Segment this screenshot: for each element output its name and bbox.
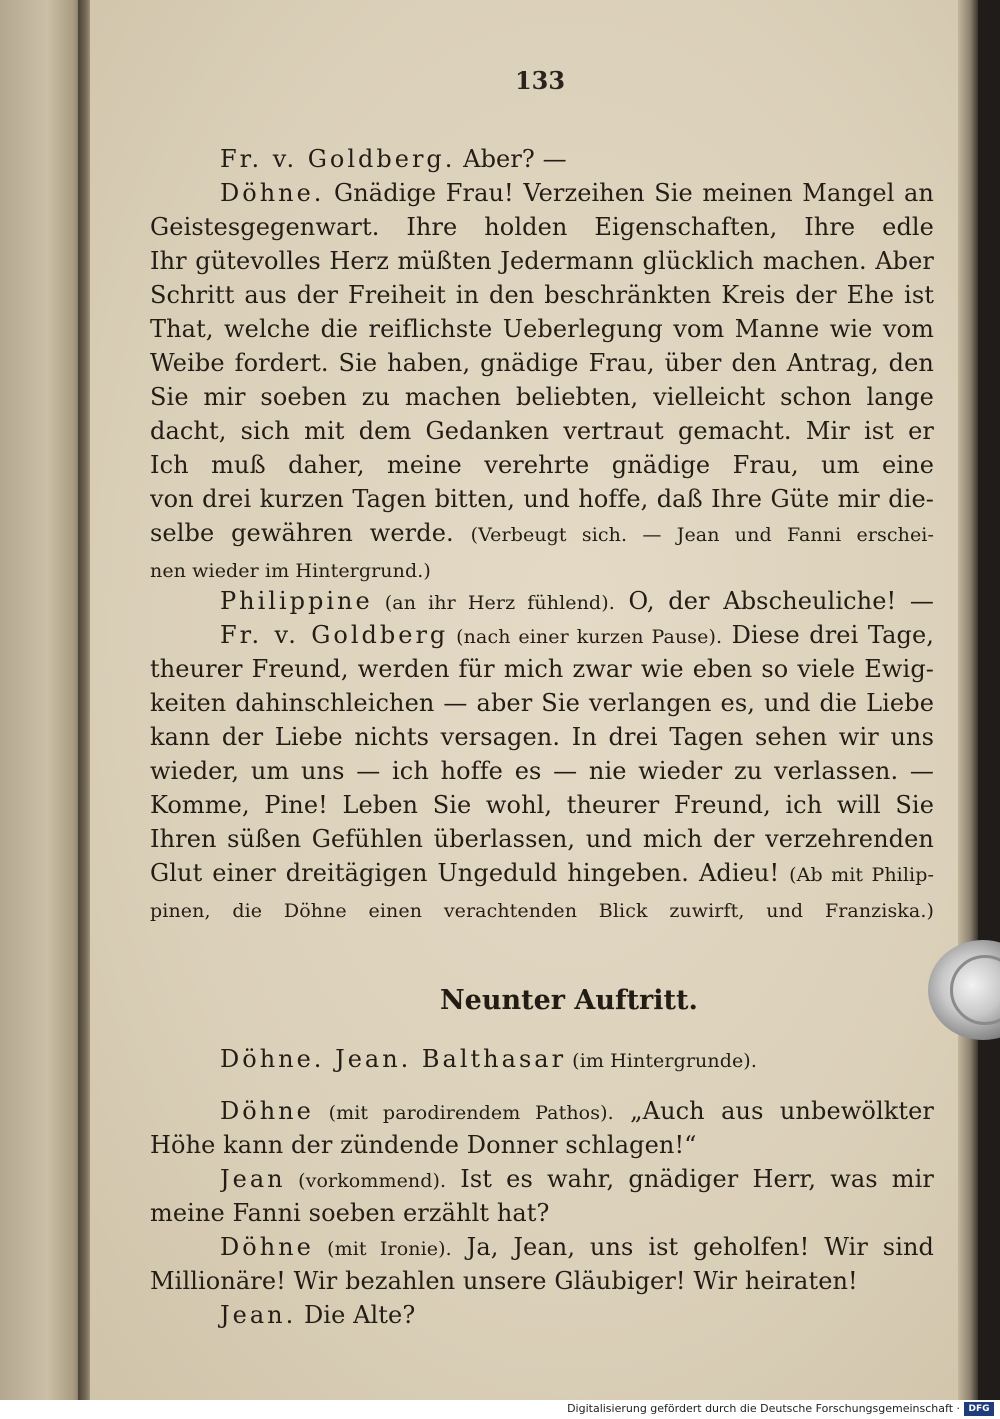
dialogue-text: Diese drei Tage, xyxy=(722,621,934,649)
text-line xyxy=(150,244,934,278)
text-line xyxy=(150,210,934,244)
dialogue-text: Ihren süßen Gefühlen überlassen, und mich der verzehrenden xyxy=(150,825,934,853)
text-line xyxy=(150,448,934,482)
text-line xyxy=(220,584,934,618)
speaker-name: Philippine xyxy=(220,587,373,615)
dialogue-text: That, welche die reiflichste Ueberlegung vom Manne wie vom xyxy=(150,315,934,343)
dialogue-text: von drei kurzen Tagen bitten, und hoffe, daß Ihre Güte mir die- xyxy=(150,485,934,513)
text-line xyxy=(150,516,934,550)
stage-direction: (nach einer kurzen Pause). xyxy=(448,626,723,648)
footer-text: Digitalisierung gefördert durch die Deutsche Forschungsgemeinschaft · xyxy=(567,1402,960,1415)
speaker-name: Döhne. xyxy=(220,179,325,207)
text-line xyxy=(150,652,934,686)
dialogue-text: Ich muß daher, meine verehrte gnädige Frau, um eine xyxy=(150,451,934,479)
text-line xyxy=(150,482,934,516)
text-line xyxy=(150,1264,858,1298)
dialogue-text: keiten dahinschleichen — aber Sie verlangen es, und die Liebe xyxy=(150,689,934,717)
text-line xyxy=(220,618,934,652)
stage-direction: (Verbeugt sich. — Jean und Fanni erschei- xyxy=(470,524,934,546)
stage-direction: pinen, die Döhne einen verachtenden Blick zuwirft, und Franziska.) xyxy=(150,900,934,922)
stage-direction: nen wieder im Hintergrund.) xyxy=(150,560,431,582)
speaker-name: Jean xyxy=(220,1165,286,1193)
footer-bar xyxy=(0,1400,1000,1419)
text-line xyxy=(150,380,934,414)
dialogue-text: Höhe kann der zündende Donner schlagen!“ xyxy=(150,1131,697,1159)
dialogue-text: Ist es wahr, gnädiger Herr, was mir xyxy=(446,1165,934,1193)
stage-direction: (vorkommend). xyxy=(285,1170,447,1192)
text-line xyxy=(220,1094,934,1128)
speaker-name: Fr. v. Goldberg xyxy=(220,621,449,649)
speaker-name: Döhne xyxy=(220,1233,314,1261)
speaker-name: Döhne. Jean. Balthasar xyxy=(220,1045,567,1073)
text-line xyxy=(150,720,934,754)
text-line xyxy=(150,552,431,588)
text-line xyxy=(150,1128,697,1162)
speaker-name: Döhne xyxy=(220,1097,314,1125)
text-line xyxy=(220,1042,757,1078)
text-line xyxy=(150,822,934,856)
dialogue-text: wieder, um uns — ich hoffe es — nie wieder zu verlassen. — xyxy=(150,757,934,785)
text-line xyxy=(150,346,934,380)
scene-heading: Neunter Auftritt. xyxy=(440,985,698,1016)
page-number: 133 xyxy=(514,66,566,95)
dialogue-text: Geistesgegenwart. Ihre holden Eigenschaften, Ihre edle xyxy=(150,213,934,241)
text-line xyxy=(150,892,934,926)
stage-direction: (Ab mit Philip- xyxy=(789,864,934,886)
text-line xyxy=(150,312,934,346)
dialogue-text: Aber? — xyxy=(455,145,567,173)
dialogue-text: Die Alte? xyxy=(296,1301,416,1329)
text-line xyxy=(220,142,567,176)
text-line xyxy=(150,278,934,312)
dialogue-text: kann der Liebe nichts versagen. In drei Tagen sehen wir uns xyxy=(150,723,934,751)
dialogue-text: dacht, sich mit dem Gedanken vertraut gemacht. Mir ist er xyxy=(150,417,934,445)
text-line xyxy=(220,1162,934,1196)
text-line xyxy=(150,686,934,720)
text-line xyxy=(220,1298,415,1332)
dialogue-text: Ja, Jean, uns ist geholfen! Wir sind xyxy=(451,1233,934,1261)
stage-direction: (mit parodirendem Pathos). xyxy=(313,1102,614,1124)
speaker-name: Jean. xyxy=(220,1301,297,1329)
dialogue-text: Schritt aus der Freiheit in den beschränkten Kreis der Ehe ist xyxy=(150,281,934,309)
dialogue-text: Gnädige Frau! Verzeihen Sie meinen Mangel an xyxy=(324,179,934,207)
dialogue-text: theurer Freund, werden für mich zwar wie eben so viele Ewig- xyxy=(150,655,934,683)
page-right-edge xyxy=(958,0,978,1400)
dialogue-text: Weibe fordert. Sie haben, gnädige Frau, über den Antrag, den xyxy=(150,349,934,377)
dialogue-text: O, der Abscheuliche! — xyxy=(614,587,934,615)
dialogue-text: Komme, Pine! Leben Sie wohl, theurer Freund, ich will Sie xyxy=(150,791,934,819)
dialogue-text: selbe gewähren werde. xyxy=(150,519,471,547)
text-line xyxy=(150,754,934,788)
dialogue-text: Sie mir soeben zu machen beliebten, vielleicht schon lange xyxy=(150,383,934,411)
stage-direction: (mit Ironie). xyxy=(313,1238,452,1260)
dfg-logo-icon: DFG xyxy=(964,1402,994,1416)
text-line xyxy=(220,1230,934,1264)
dialogue-text: „Auch aus unbewölkter xyxy=(613,1097,934,1125)
text-line xyxy=(150,788,934,822)
stage-direction: (an ihr Herz fühlend). xyxy=(372,592,615,614)
dialogue-text: Glut einer dreitägigen Ungeduld hingeben. Adieu! xyxy=(150,859,790,887)
dialogue-text: Millionäre! Wir bezahlen unsere Gläubiger! Wir heiraten! xyxy=(150,1267,858,1295)
left-page-edge xyxy=(0,0,86,1400)
text-line xyxy=(150,1196,550,1230)
speaker-name: Fr. v. Goldberg. xyxy=(220,145,456,173)
stage-direction: (im Hintergrunde). xyxy=(566,1050,757,1072)
text-line xyxy=(220,176,934,210)
text-line xyxy=(150,414,934,448)
dialogue-text: Ihr gütevolles Herz müßten Jedermann glücklich machen. Aber xyxy=(150,247,934,275)
dialogue-text: meine Fanni soeben erzählt hat? xyxy=(150,1199,550,1227)
text-line xyxy=(150,856,934,890)
